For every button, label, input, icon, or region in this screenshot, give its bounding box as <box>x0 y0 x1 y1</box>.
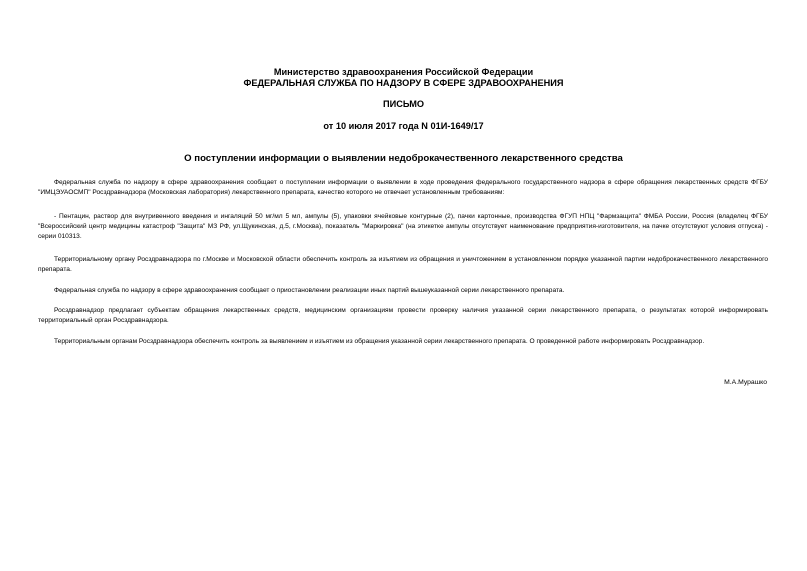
paragraph-intro: Федеральная служба по надзору в сфере здравоохранения сообщает о поступлении информации о выявлении в ходе проведения федерального государственного надзора в сфере обращения лекарственных средств ФГБУ "ИМЦЭУАОСМП" Росздравнадзора (Московская лаборатория) лекарственного препарата, качество которого не отвечает установленным требованиям: <box>38 179 768 196</box>
paragraph-final: Территориальным органам Росздравнадзора обеспечить контроль за выявлением и изъятием из обращения указанной серии лекарственного препарата. О проведенной работе информировать Росздравнадзор. <box>54 338 705 345</box>
signature: М.А.Мурашко <box>724 379 767 386</box>
service-name: ФЕДЕРАЛЬНАЯ СЛУЖБА ПО НАДЗОРУ В СФЕРЕ ЗДРАВООХРАНЕНИЯ <box>243 78 564 88</box>
paragraph-check: Росздравнадзор предлагает субъектам обращения лекарственных средств, медицинским организациям провести проверку наличия указанной серии лекарственного препарата, о результатах которой информировать территориальный орган Росздравнадзора. <box>38 307 768 324</box>
paragraph-suspension: Федеральная служба по надзору в сфере здравоохранения сообщает о приостановлении реализации иных партий вышеуказанной серии лекарственного препарата. <box>54 287 565 294</box>
document-date-number: от 10 июля 2017 года N 01И-1649/17 <box>323 121 484 131</box>
paragraph-territorial-control: Территориальному органу Росздравнадзора по г.Москве и Московской области обеспечить контроль за изъятием из обращения и уничтожением в установленном порядке указанной партии недоброкачественного лекарственного препарата. <box>38 256 768 273</box>
document-type: ПИСЬМО <box>382 99 425 109</box>
ministry-name: Министерство здравоохранения Российской Федерации <box>273 67 534 77</box>
document-title: О поступлении информации о выявлении недоброкачественного лекарственного средства <box>184 153 623 164</box>
paragraph-product: - Пентацин, раствор для внутривенного введения и ингаляций 50 мг/мл 5 мл, ампулы (5), упаковки ячейковые контурные (2), пачки картонные, производства ФГУП НПЦ "Фармзащита" ФМБА России, Россия (владелец ФГБУ "Всероссийский центр медицины катастроф "Защита" МЗ РФ, ул.Щукинская, д.5, г.Москва), показатель "Маркировка" (на этикетке ампулы отсутствует наименование предприятия-изготовителя, на пачке отсутствуют условия отпуска) - серии 010313. <box>38 213 768 240</box>
